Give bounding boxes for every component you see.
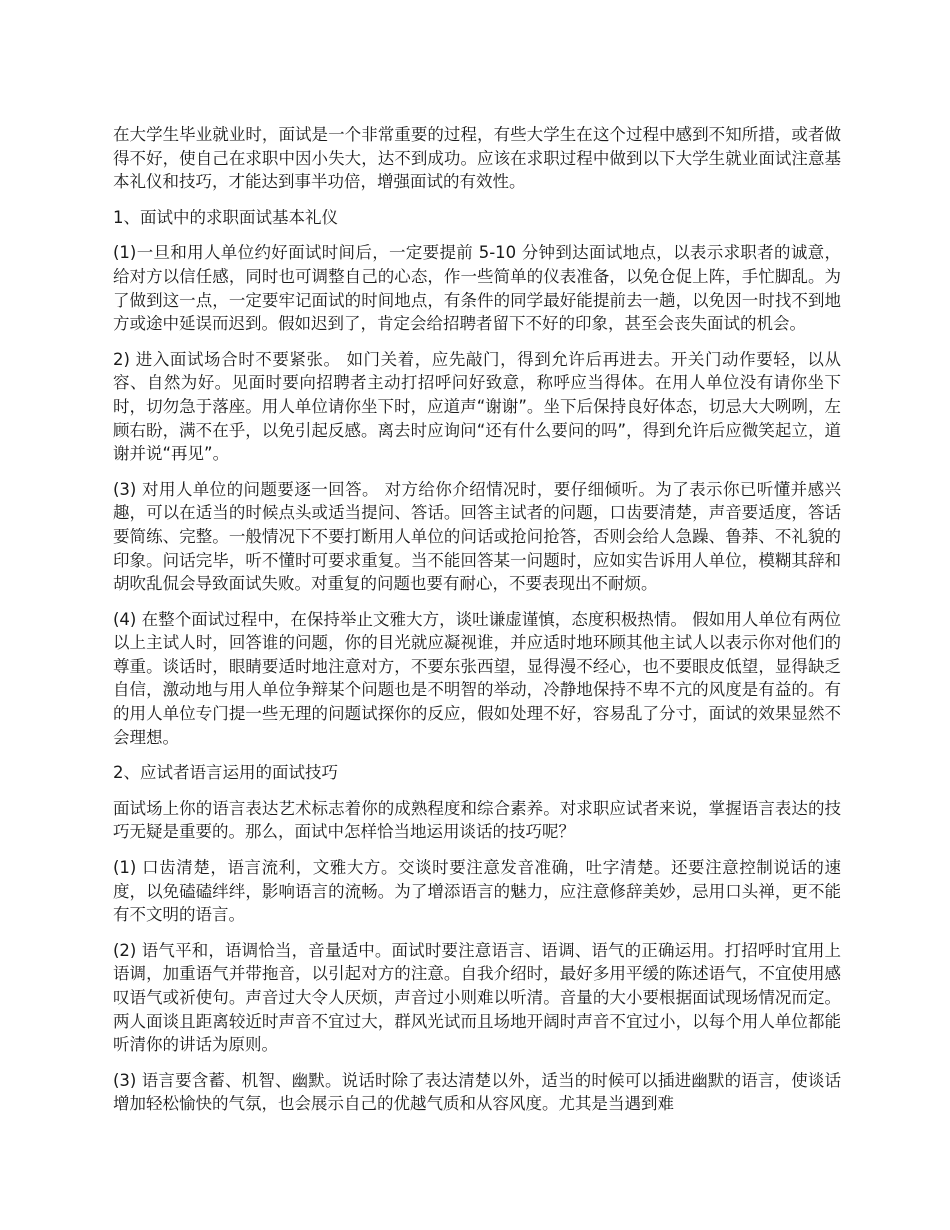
section-heading-language: 2、应试者语言运用的面试技巧 xyxy=(113,763,338,783)
language-item-2: (2) 语气平和，语调恰当，音量适中。面试时要注意语言、语调、语气的正确运用。打招呼时宜用上语调，加重语气并带拖音，以引起对方的注意。自我介绍时，最好多用平缓的陈述语气，不宜使用感叹语气或祈使句。声音过大令人厌烦，声音过小则难以听清。音量的大小要根据面试现场情况而定。两人面谈且距离较近时声音不宜过大，群风光试而且场地开阔时声音不宜过小，以每个用人单位都能听清你的讲话为原则。 xyxy=(113,940,841,1055)
language-item-1: (1) 口齿清楚，语言流利，文雅大方。交谈时要注意发音准确，吐字清楚。还要注意控制说话的速度，以免磕磕绊绊，影响语言的流畅。为了增添语言的魅力，应注意修辞美妙，忌用口头禅，更不能有不文明的语言。 xyxy=(113,858,841,925)
language-item-3: (3) 语言要含蓄、机智、幽默。说话时除了表达清楚以外，适当的时候可以插进幽默的语言，使谈话增加轻松愉快的气氛，也会展示自己的优越气质和从容风度。尤其是当遇到难 xyxy=(113,1070,841,1114)
etiquette-item-3: (3) 对用人单位的问题要逐一回答。 对方给你介绍情况时，要仔细倾听。为了表示你已听懂并感兴趣，可以在适当的时候点头或适当提问、答话。回答主试者的问题，口齿要清楚，声音要适度，答话要简练、完整。一般情况下不要打断用人单位的问话或抢问抢答，否则会给人急躁、鲁莽、不礼貌的印象。问话完毕，听不懂时可要求重复。当不能回答某一问题时，应如实告诉用人单位，模糊其辞和胡吹乱侃会导致面试失败。对重复的问题也要有耐心，不要表现出不耐烦。 xyxy=(113,479,841,594)
language-intro-paragraph: 面试场上你的语言表达艺术标志着你的成熟程度和综合素养。对求职应试者来说，掌握语言表达的技巧无疑是重要的。那么，面试中怎样恰当地运用谈话的技巧呢？ xyxy=(113,798,841,842)
etiquette-item-2: 2) 进入面试场合时不要紧张。 如门关着，应先敲门，得到允许后再进去。开关门动作要轻，以从容、自然为好。见面时要向招聘者主动打招呼问好致意，称呼应当得体。在用人单位没有请你坐下时，切勿急于落座。用人单位请你坐下时，应道声“谢谢”。坐下后保持良好体态，切忌大大咧咧，左顾右盼，满不在乎，以免引起反感。离去时应询问“还有什么要问的吗”，得到允许后应微笑起立，道谢并说“再见”。 xyxy=(113,349,841,464)
etiquette-item-4: (4) 在整个面试过程中，在保持举止文雅大方，谈吐谦虚谨慎，态度积极热情。 假如用人单位有两位以上主试人时，回答谁的问题，你的目光就应凝视谁，并应适时地环顾其他主试人以表示你对他们的尊重。谈话时，眼睛要适时地注意对方，不要东张西望，显得漫不经心，也不要眼皮低望，显得缺乏自信，激动地与用人单位争辩某个问题也是不明智的举动，冷静地保持不卑不亢的风度是有益的。有的用人单位专门提一些无理的问题试探你的反应，假如处理不好，容易乱了分寸，面试的效果显然不会理想。 xyxy=(113,609,841,747)
intro-paragraph: 在大学生毕业就业时，面试是一个非常重要的过程，有些大学生在这个过程中感到不知所措，或者做得不好，使自己在求职中因小失大，达不到成功。应该在求职过程中做到以下大学生就业面试注意基本礼仪和技巧，才能达到事半功倍，增强面试的有效性。 xyxy=(113,125,841,192)
document-body xyxy=(113,123,841,1128)
section-heading-etiquette: 1、面试中的求职面试基本礼仪 xyxy=(113,207,338,227)
etiquette-item-1: (1)一旦和用人单位约好面试时间后，一定要提前 5-10 分钟到达面试地点，以表示求职者的诚意，给对方以信任感，同时也可调整自己的心态，作一些简单的仪表准备，以免仓促上阵，手忙脚乱。为了做到这一点，一定要牢记面试的时间地点，有条件的同学最好能提前去一趟，以免因一时找不到地方或途中延误而迟到。假如迟到了，肯定会给招聘者留下不好的印象，甚至会丧失面试的机会。 xyxy=(113,243,841,334)
